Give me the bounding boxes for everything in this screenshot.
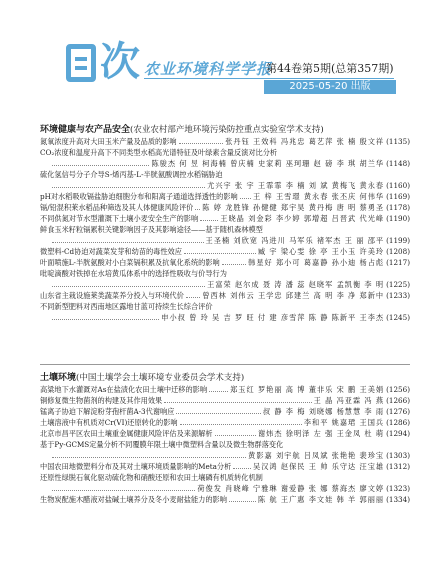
page-number: (1303) bbox=[386, 451, 410, 460]
page-number: (1233) bbox=[386, 291, 410, 300]
toc-entry[interactable] bbox=[40, 384, 410, 395]
dot-leader bbox=[215, 428, 256, 436]
dot-leader bbox=[52, 279, 205, 287]
article-title: 不同供氮对节水型灌溉下土壤小麦安全生产的影响 bbox=[40, 214, 199, 223]
page-number: (1245) bbox=[386, 313, 410, 322]
toc-entries bbox=[40, 136, 410, 323]
article-title: 中国农田地微塑料分布及其对土壤环境质量影响的Meta分析 bbox=[40, 462, 232, 471]
page-number: (1323) bbox=[386, 484, 410, 493]
article-authors: 臧 宇 梁心雯 徐 亭 王小玉 许美玲 bbox=[257, 247, 385, 256]
article-authors: 韩星好 郑小可 葛嘉静 孙小迪 杨占彪 bbox=[248, 258, 385, 267]
page-number: (1266) bbox=[386, 396, 410, 405]
section-environment-health bbox=[40, 124, 410, 323]
toc-entry[interactable] bbox=[40, 428, 410, 439]
article-authors: 黄影嘉 刘宇航 吕凤斌 张艳艳 裴珍宝 bbox=[248, 451, 385, 460]
article-authors: 陈 航 王广惠 李文娃 韩 羊 郭丽丽 bbox=[257, 495, 385, 504]
toc-entry[interactable] bbox=[40, 147, 410, 169]
article-title: 北京市昌平区农田土壤重金属健康风险评估及来源解析 bbox=[40, 429, 213, 438]
article-title: 叶面喷施L-半胱氨酸对小白菜镉积累及抗氧化系统的影响 bbox=[40, 258, 220, 267]
article-title: pH对水稻吸收镉盐胁迫细胞分布和阳离子通道选择透性的影响 bbox=[40, 192, 238, 201]
toc-entry[interactable] bbox=[40, 472, 410, 494]
dot-leader bbox=[229, 494, 256, 502]
article-title: CO₂浓度和温度升高下不同类型水稻高光谱特征及叶绿素含量反演对比分析 bbox=[40, 148, 278, 157]
toc-entries bbox=[40, 384, 410, 505]
article-authors: 郑玉红 罗艳丽 高 博 董非乐 宋 鹏 王美娟 bbox=[230, 385, 385, 394]
article-authors: 王晓晶 刘金彩 李少婷 郭增超 吕晋武 代光峰 bbox=[220, 214, 385, 223]
article-title: 吡啶滴酸对铁掉在水培黄瓜体系中的选择性吸收与价导行为 bbox=[40, 269, 227, 278]
dot-leader bbox=[240, 191, 251, 199]
dot-leader bbox=[52, 312, 159, 320]
page-number: (1256) bbox=[386, 385, 410, 394]
article-title: 镉/铅混积莱水稻品种筛选及其人体健康风险评价 bbox=[40, 203, 194, 212]
article-authors: 吴汉鸿 赵保民 王 帅 乐守达 汪宝雄 bbox=[253, 462, 385, 471]
toc-entry[interactable] bbox=[40, 290, 410, 301]
page-number: (1199) bbox=[386, 236, 410, 245]
toc-entry[interactable] bbox=[40, 257, 410, 268]
publication-date: 2025-05-20 出版 bbox=[264, 80, 396, 94]
article-title: 不同新型肥料对西南地区露地甘蓝可持续生长综合评价 bbox=[40, 302, 213, 311]
page-number: (1148) bbox=[386, 159, 410, 168]
article-authors: 谢炜杰 徐明泽 左 强 王金凤 杜 萌 bbox=[257, 429, 385, 438]
article-title: 硫化氢信号分子介导S-烯丙基-L-半胱氨酸调控水稻镉胁迫 bbox=[40, 170, 223, 179]
dot-leader bbox=[233, 461, 251, 469]
dot-leader bbox=[176, 406, 260, 414]
toc-entry[interactable] bbox=[40, 439, 410, 461]
journal-name: 农业环境科学学报 bbox=[144, 60, 273, 78]
article-authors: 陈骏杰 何 昱 柯海楠 曾庆楠 史家莉 巫珂珊 赵 磅 李 琪 胡兰华 bbox=[151, 159, 385, 168]
page-number: (1178) bbox=[386, 203, 410, 212]
article-title: 微塑料-Cd协迫对蔬菜发芽和幼苗的毒性效应 bbox=[40, 247, 182, 256]
dot-leader bbox=[179, 136, 224, 144]
article-authors: 荷俊发 肖晓峰 宁雅琳 谢爱静 张 娜 蔡海杰 廖文婷 bbox=[197, 484, 385, 493]
toc-entry[interactable] bbox=[40, 213, 410, 224]
article-authors: 王圣楠 刘欣宽 冯进川 马军乐 褚军杰 王 丽 邵平 bbox=[205, 236, 385, 245]
journal-logo-mark bbox=[66, 44, 96, 82]
article-title: 基于Py-GCMS定量分析不同覆膜年限土壤中微塑料含量以及微生物群落变化 bbox=[40, 440, 284, 449]
toc-entry[interactable] bbox=[40, 494, 410, 505]
article-authors: 李和平 姚嘉珺 王国兵 bbox=[303, 418, 385, 427]
article-title: 鲜食玉米籽粒镉累积关键影响因子及其影响途径——基于随机森林模型 bbox=[40, 225, 263, 234]
toc-entry[interactable] bbox=[40, 406, 410, 417]
dot-leader bbox=[186, 290, 200, 298]
header-rule bbox=[144, 78, 394, 79]
page-number: (1208) bbox=[386, 247, 410, 256]
article-authors: 王 晶 冯亚霖 冯 燕 bbox=[313, 396, 385, 405]
dot-leader bbox=[209, 384, 228, 392]
toc-entry[interactable] bbox=[40, 191, 410, 202]
toc-entry[interactable] bbox=[40, 246, 410, 257]
page-number: (1169) bbox=[386, 192, 410, 201]
toc-entry[interactable] bbox=[40, 136, 410, 147]
volume-issue: 第44卷第5期(总第357期) bbox=[266, 62, 394, 75]
dot-leader bbox=[200, 213, 218, 221]
section-heading bbox=[40, 372, 410, 384]
article-title: 还原性绿脱石氧化驱动硫化物和硝酸还原和农田土壤磷有机质转化机制 bbox=[40, 473, 263, 482]
article-title: 生物炭配施木醋液对盐碱土壤养分及冬小麦耐盐能力的影响 bbox=[40, 495, 227, 504]
article-title: 铜修复微生物菌剂的构建及其作用效果 bbox=[40, 396, 163, 405]
article-authors: 王 梓 王雪璟 黄永春 张丕庆 何伟华 bbox=[253, 192, 385, 201]
journal-header bbox=[0, 0, 427, 118]
dot-leader bbox=[222, 257, 246, 265]
toc-entry[interactable] bbox=[40, 395, 410, 406]
section-subtitle: (农业农村部产地环境污染防控重点实验室学术支持) bbox=[130, 125, 324, 135]
page-number: (1160) bbox=[386, 181, 410, 190]
dot-leader bbox=[52, 483, 195, 491]
article-title: 氮氧浓度升高对大田玉米产量及品质的影响 bbox=[40, 137, 177, 146]
page-number: (1276) bbox=[386, 407, 410, 416]
page-number: (1135) bbox=[386, 137, 410, 146]
article-title: 山东省主栽设施莱类蔬菜养分投入与环境代价 bbox=[40, 291, 184, 300]
article-authors: 曾西林 刘伟云 王学忠 邱建兰 高 明 李 净 郑新中 bbox=[202, 291, 385, 300]
page-number: (1294) bbox=[386, 429, 410, 438]
toc-entry[interactable] bbox=[40, 268, 410, 290]
journal-logo-char: 次 bbox=[100, 39, 140, 85]
dot-leader bbox=[180, 417, 302, 425]
toc-entry[interactable] bbox=[40, 224, 410, 246]
section-soil-environment bbox=[40, 372, 410, 505]
toc-entry[interactable] bbox=[40, 202, 410, 213]
section-subtitle: (中国土壤学会土壤环境专业委员会学术支持) bbox=[76, 373, 245, 383]
toc-entry[interactable] bbox=[40, 461, 410, 472]
page-number: (1312) bbox=[386, 462, 410, 471]
toc-entry[interactable] bbox=[40, 301, 410, 323]
article-authors: 张丹钰 王效科 冯兆忠 葛艺萍 张 楠 殷文祥 bbox=[225, 137, 385, 146]
section-title: 环境健康与农产品安全 bbox=[40, 125, 131, 135]
toc-entry[interactable] bbox=[40, 417, 410, 428]
section-title: 土壤环境 bbox=[40, 373, 77, 383]
article-title: 锰离子协迫下解淀粉芽孢杆菌A-3代谢响应 bbox=[40, 407, 175, 416]
article-authors: 叔 静 李 梅 刘晓娜 杨慧慧 李 雨 bbox=[262, 407, 385, 416]
dot-leader bbox=[52, 450, 246, 458]
page-number: (1217) bbox=[386, 258, 410, 267]
section-heading bbox=[40, 124, 410, 136]
page-number: (1286) bbox=[386, 418, 410, 427]
dot-leader bbox=[52, 235, 204, 243]
article-title: 高粱地下水灌溉对As在盐渍化农田土壤中迁移的影响 bbox=[40, 385, 208, 394]
page-number: (1334) bbox=[386, 495, 410, 504]
page-number: (1225) bbox=[386, 280, 410, 289]
dot-leader bbox=[195, 202, 200, 210]
dot-leader bbox=[52, 158, 149, 166]
section-divider bbox=[40, 364, 410, 365]
dot-leader bbox=[184, 246, 256, 254]
article-title: 土壤溶液中有机质对Cr(VI)还原转化的影响 bbox=[40, 418, 178, 427]
page-number: (1190) bbox=[386, 214, 410, 223]
article-authors: 尤兴宇 张 宇 王霏霏 李 楠 刘 斌 黄梅飞 黄永春 bbox=[207, 181, 385, 190]
dot-leader bbox=[164, 395, 311, 403]
dot-leader bbox=[52, 180, 205, 188]
toc-entry[interactable] bbox=[40, 169, 410, 191]
article-authors: 申小叔 曾 玲 吴 吉 罗 旺 付 建 彦雪萍 陈 静 陈新平 王李杰 bbox=[161, 313, 385, 322]
article-authors: 陈 婷 龙胜锋 孙健健 郑宇昊 黄丹梅 唐 明 蔡勇圣 bbox=[202, 203, 385, 212]
article-authors: 王富荣 赵尔成 聂 涛 潘 蕊 赵晓军 孟凯衡 李 明 bbox=[207, 280, 385, 289]
